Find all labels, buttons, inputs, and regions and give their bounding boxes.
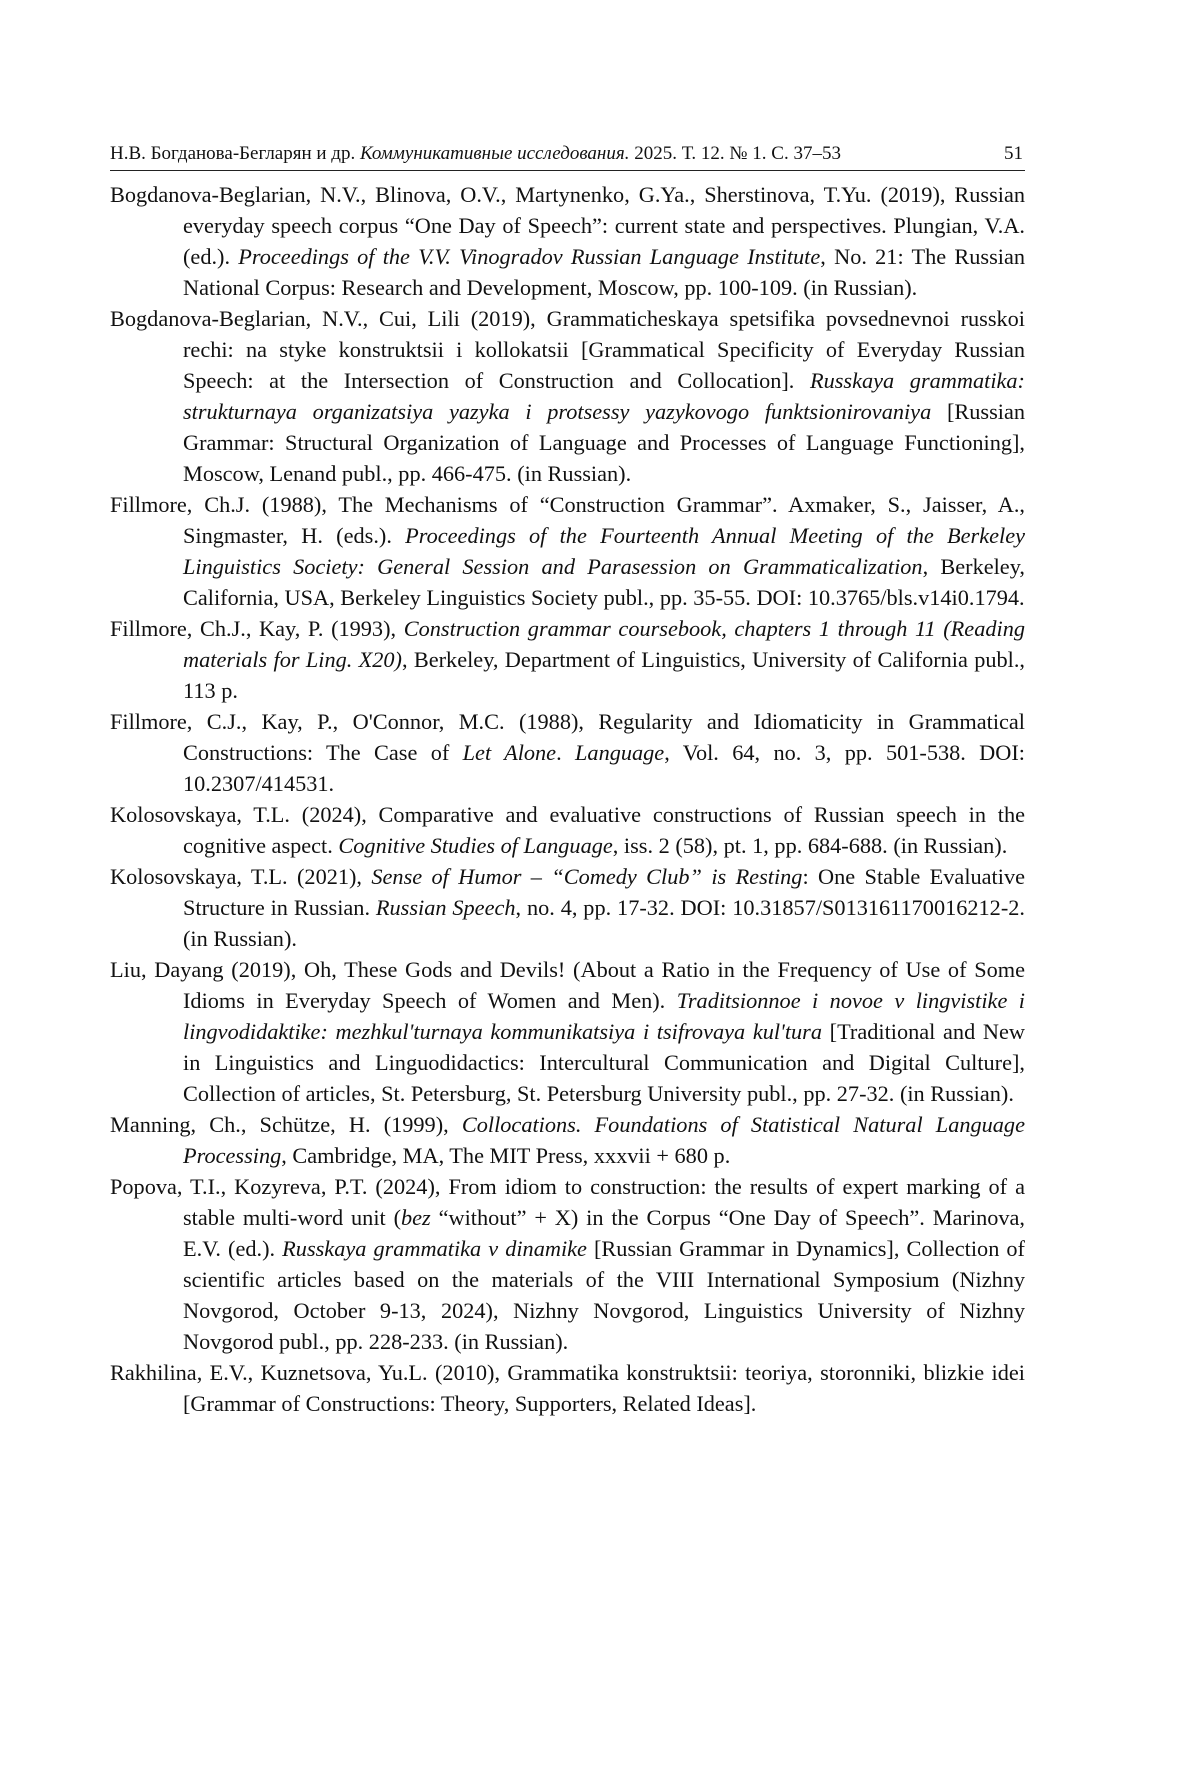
reference-text: [Russian Grammar: Structural Organization of Language and Processes of Language Functioning], Moscow, Lenand publ., pp. 466-475. (in Russian). <box>183 399 1025 486</box>
reference-italic-text: Proceedings of the Fourteenth Annual Meeting of the Berkeley Linguistics Society: General Session and Parasession on Grammaticalization <box>183 523 1025 579</box>
reference-entry <box>110 489 1025 613</box>
reference-entry <box>110 613 1025 706</box>
header-authors: Н.В. Богданова-Бегларян и др. <box>110 143 356 164</box>
reference-italic-text: Cognitive Studies of Language <box>338 833 613 858</box>
reference-text: , no. 4, pp. 17-32. DOI: 10.31857/S013161170016212-2. (in Russian). <box>183 895 1025 951</box>
reference-text: , No. 21: The Russian National Corpus: Research and Development, Moscow, pp. 100-109. (in Russian). <box>183 244 1025 300</box>
reference-text: : One Stable Evaluative Structure in Russian. <box>183 864 1025 920</box>
reference-text: “without” + X) in the Corpus “One Day of Speech”. Marinova, E.V. (ed.). <box>183 1205 1025 1261</box>
reference-italic-text: Language <box>575 740 665 765</box>
reference-italic-text: Russian Speech <box>375 895 516 920</box>
reference-list <box>110 179 1025 1419</box>
reference-italic-text: Collocations. Foundations of Statistical Natural Language Processing <box>183 1112 1025 1168</box>
reference-text: , Cambridge, MA, The MIT Press, xxxvii + 680 p. <box>281 1143 731 1168</box>
reference-entry <box>110 1357 1025 1419</box>
header-citation <box>110 142 841 166</box>
reference-italic-text: Proceedings of the V.V. Vinogradov Russian Language Institute <box>238 244 821 269</box>
reference-text: Manning, Ch., Schütze, H. (1999), <box>110 1112 462 1137</box>
reference-text: Rakhilina, E.V., Kuznetsova, Yu.L. (2010), Grammatika konstruktsii: teoriya, storonniki, blizkie idei [Grammar of Constructions: Theory, Supporters, Related Ideas]. <box>110 1360 1025 1416</box>
reference-entry <box>110 706 1025 799</box>
reference-entry <box>110 799 1025 861</box>
reference-text: , Berkeley, Department of Linguistics, University of California publ., 113 p. <box>183 647 1025 703</box>
reference-entry <box>110 1109 1025 1171</box>
reference-text: Fillmore, Ch.J. (1988), The Mechanisms of “Construction Grammar”. Axmaker, S., Jaisser, A., Singmaster, H. (eds.). <box>110 492 1025 548</box>
header-issue: 2025. Т. 12. № 1. С. 37–53 <box>634 143 841 164</box>
reference-italic-text: Let Alone <box>462 740 557 765</box>
reference-entry <box>110 179 1025 303</box>
reference-text: . <box>556 740 576 765</box>
reference-entry <box>110 303 1025 489</box>
reference-text: , Berkeley, California, USA, Berkeley Linguistics Society publ., pp. 35-55. DOI: 10.3765/bls.v14i0.1794. <box>183 554 1025 610</box>
reference-text: , iss. 2 (58), pt. 1, pp. 684-688. (in Russian). <box>612 833 1008 858</box>
journal-page <box>110 142 1025 1419</box>
reference-text: [Traditional and New in Linguistics and Linguodidactics: Intercultural Communication and Digital Culture], Collection of articles, St. Petersburg, St. Petersburg University publ., pp. 27-32. (in Russian). <box>183 1019 1025 1106</box>
reference-italic-text: Traditsionnoe i novoe v lingvistike i lingvodidaktike: mezhkul'turnaya kommunikatsiya i tsifrovaya kul'tura <box>183 988 1025 1044</box>
reference-italic-text: Russkaya grammatika: strukturnaya organizatsiya yazyka i protsessy yazykovogo funktsionirovaniya <box>183 368 1025 424</box>
reference-italic-text: Russkaya grammatika v dinamike <box>282 1236 587 1261</box>
reference-text: Kolosovskaya, T.L. (2024), Comparative and evaluative constructions of Russian speech in the cognitive aspect. <box>110 802 1025 858</box>
reference-italic-text: bez <box>401 1205 431 1230</box>
reference-text: , Vol. 64, no. 3, pp. 501-538. DOI: 10.2307/414531. <box>183 740 1026 796</box>
reference-text: [Russian Grammar in Dynamics], Collection of scientific articles based on the materials of the VIII International Symposium (Nizhny Novgorod, October 9-13, 2024), Nizhny Novgorod, Linguistics University of Nizhny Novgorod publ., pp. 228-233. (in Russian). <box>183 1236 1025 1354</box>
reference-text: Liu, Dayang (2019), Oh, These Gods and Devils! (About a Ratio in the Frequency of Use of Some Idioms in Everyday Speech of Women and Men). <box>110 957 1025 1013</box>
reference-text: Fillmore, Ch.J., Kay, P. (1993), <box>110 616 404 641</box>
header-journal: Коммуникативные исследования. <box>359 143 630 164</box>
reference-italic-text: Sense of Humor – “Comedy Club” is Resting <box>371 864 803 889</box>
reference-text: Kolosovskaya, T.L. (2021), <box>110 864 372 889</box>
reference-text: Bogdanova-Beglarian, N.V., Cui, Lili (2019), Grammaticheskaya spetsifika povsednevnoi russkoi rechi: na styke konstruktsii i kollokatsii [Grammatical Specificity of Everyday Russian Speech: at the Intersection of Construction and Collocation]. <box>110 306 1025 393</box>
page-number: 51 <box>1004 143 1023 164</box>
reference-text: Popova, T.I., Kozyreva, P.T. (2024), From idiom to construction: the results of expert marking of a stable multi-word unit ( <box>110 1174 1025 1230</box>
reference-entry <box>110 1171 1025 1357</box>
reference-text: Fillmore, C.J., Kay, P., O'Connor, M.C. (1988), Regularity and Idiomaticity in Grammatical Constructions: The Case of <box>110 709 1025 765</box>
reference-entry <box>110 861 1025 954</box>
reference-text: Bogdanova-Beglarian, N.V., Blinova, O.V., Martynenko, G.Ya., Sherstinova, T.Yu. (2019), Russian everyday speech corpus “One Day of Speech”: current state and perspectives. Plungian, V.A. (ed.). <box>110 182 1025 269</box>
reference-entry <box>110 954 1025 1109</box>
reference-italic-text: Construction grammar coursebook, chapters 1 through 11 (Reading materials for Ling. X20) <box>183 616 1025 672</box>
running-header <box>110 142 1025 171</box>
